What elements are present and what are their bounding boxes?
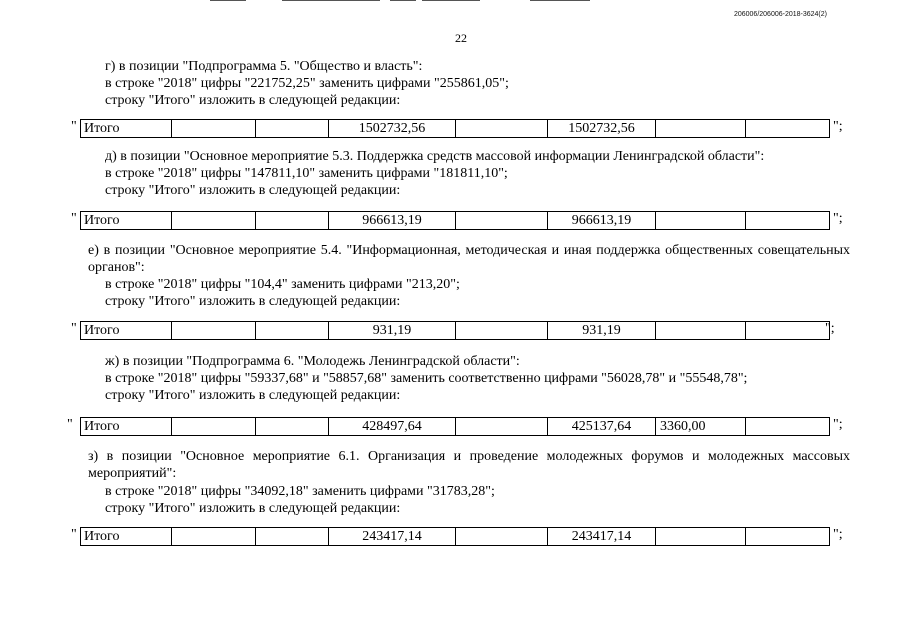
section-d-text (105, 148, 764, 199)
quote-open: " (71, 119, 77, 134)
quote-close: "; (833, 119, 843, 134)
top-rule (422, 0, 480, 1)
section-g-text (105, 58, 509, 109)
table-row (81, 212, 830, 230)
text-line: строку "Итого" изложить в следующей редакции: (105, 294, 401, 309)
table-cell (256, 120, 329, 138)
quote-close: "; (825, 321, 835, 336)
row-label: Итого (81, 212, 172, 230)
section-z-text (105, 483, 495, 517)
table-cell (256, 418, 329, 436)
table-cell (172, 120, 256, 138)
table-row (81, 528, 830, 546)
itogo-table (80, 321, 830, 340)
total-cell: 931,19 (329, 322, 456, 340)
total-cell: 425137,64 (548, 418, 656, 436)
table-cell (256, 528, 329, 546)
table-cell (172, 418, 256, 436)
table-cell (456, 322, 548, 340)
table-cell (172, 528, 256, 546)
table-cell (172, 212, 256, 230)
quote-open: " (71, 527, 77, 542)
table-row (81, 418, 830, 436)
table-cell (656, 528, 746, 546)
total-cell: 966613,19 (329, 212, 456, 230)
text-line: в строке "2018" цифры "147811,10" заменить цифрами "181811,10"; (105, 166, 508, 181)
section-z-lead: з) в позиции "Основное мероприятие 6.1. Организация и проведение молодежных форумов и молодежных массовых мероприятий": (88, 449, 850, 481)
section-zh-text (105, 353, 747, 404)
section-e-text (105, 276, 460, 310)
row-label: Итого (81, 120, 172, 138)
text-line: строку "Итого" изложить в следующей редакции: (105, 501, 401, 516)
table-cell (746, 322, 830, 340)
text-line: д) в позиции "Основное мероприятие 5.3. Поддержка средств массовой информации Ленинградской области": (105, 149, 765, 164)
text-line: ж) в позиции "Подпрограмма 6. "Молодежь Ленинградской области": (105, 354, 520, 369)
itogo-table (80, 417, 830, 436)
table-cell (746, 120, 830, 138)
page-number: 22 (455, 31, 467, 45)
top-rule (282, 0, 380, 1)
quote-close: "; (833, 417, 843, 432)
text-line: строку "Итого" изложить в следующей редакции: (105, 183, 401, 198)
table-cell (456, 528, 548, 546)
table-row (81, 120, 830, 138)
quote-open: " (71, 321, 77, 336)
total-cell: 931,19 (548, 322, 656, 340)
text-line: в строке "2018" цифры "104,4" заменить цифрами "213,20"; (105, 277, 460, 292)
quote-open: " (67, 417, 73, 432)
itogo-table (80, 119, 830, 138)
table-cell (656, 322, 746, 340)
top-rule (210, 0, 246, 1)
total-cell: 1502732,56 (548, 120, 656, 138)
top-rule (390, 0, 416, 1)
table-cell (656, 120, 746, 138)
table-cell (746, 528, 830, 546)
top-rule (530, 0, 590, 1)
text-line: строку "Итого" изложить в следующей редакции: (105, 93, 401, 108)
row-label: Итого (81, 528, 172, 546)
table-cell (456, 418, 548, 436)
document-id: 206006/206006-2018-3624(2) (733, 11, 827, 18)
quote-close: "; (833, 527, 843, 542)
row-label: Итого (81, 322, 172, 340)
quote-close: "; (833, 211, 843, 226)
table-cell (256, 212, 329, 230)
table-cell (172, 322, 256, 340)
table-cell (656, 212, 746, 230)
text-line: в строке "2018" цифры "221752,25" заменить цифрами "255861,05"; (105, 76, 509, 91)
text-line: г) в позиции "Подпрограмма 5. "Общество и власть": (105, 59, 423, 74)
total-cell: 428497,64 (329, 418, 456, 436)
table-row (81, 322, 830, 340)
itogo-table (80, 211, 830, 230)
text-line: строку "Итого" изложить в следующей редакции: (105, 388, 401, 403)
table-cell (746, 418, 830, 436)
row-label: Итого (81, 418, 172, 436)
total-cell: 243417,14 (329, 528, 456, 546)
quote-open: " (71, 211, 77, 226)
table-cell (746, 212, 830, 230)
section-e-lead: е) в позиции "Основное мероприятие 5.4. "Информационная, методическая и иная поддержка общественных совещательных органов": (88, 243, 850, 275)
text-line: в строке "2018" цифры "34092,18" заменить цифрами "31783,28"; (105, 484, 495, 499)
itogo-table (80, 527, 830, 546)
text-line: в строке "2018" цифры "59337,68" и "58857,68" заменить соответственно цифрами "56028,78" и "55548,78"; (105, 371, 748, 386)
total-cell: 1502732,56 (329, 120, 456, 138)
total-cell: 243417,14 (548, 528, 656, 546)
total-cell: 966613,19 (548, 212, 656, 230)
table-cell (456, 212, 548, 230)
table-cell (456, 120, 548, 138)
table-cell (256, 322, 329, 340)
table-cell: 3360,00 (656, 418, 746, 436)
